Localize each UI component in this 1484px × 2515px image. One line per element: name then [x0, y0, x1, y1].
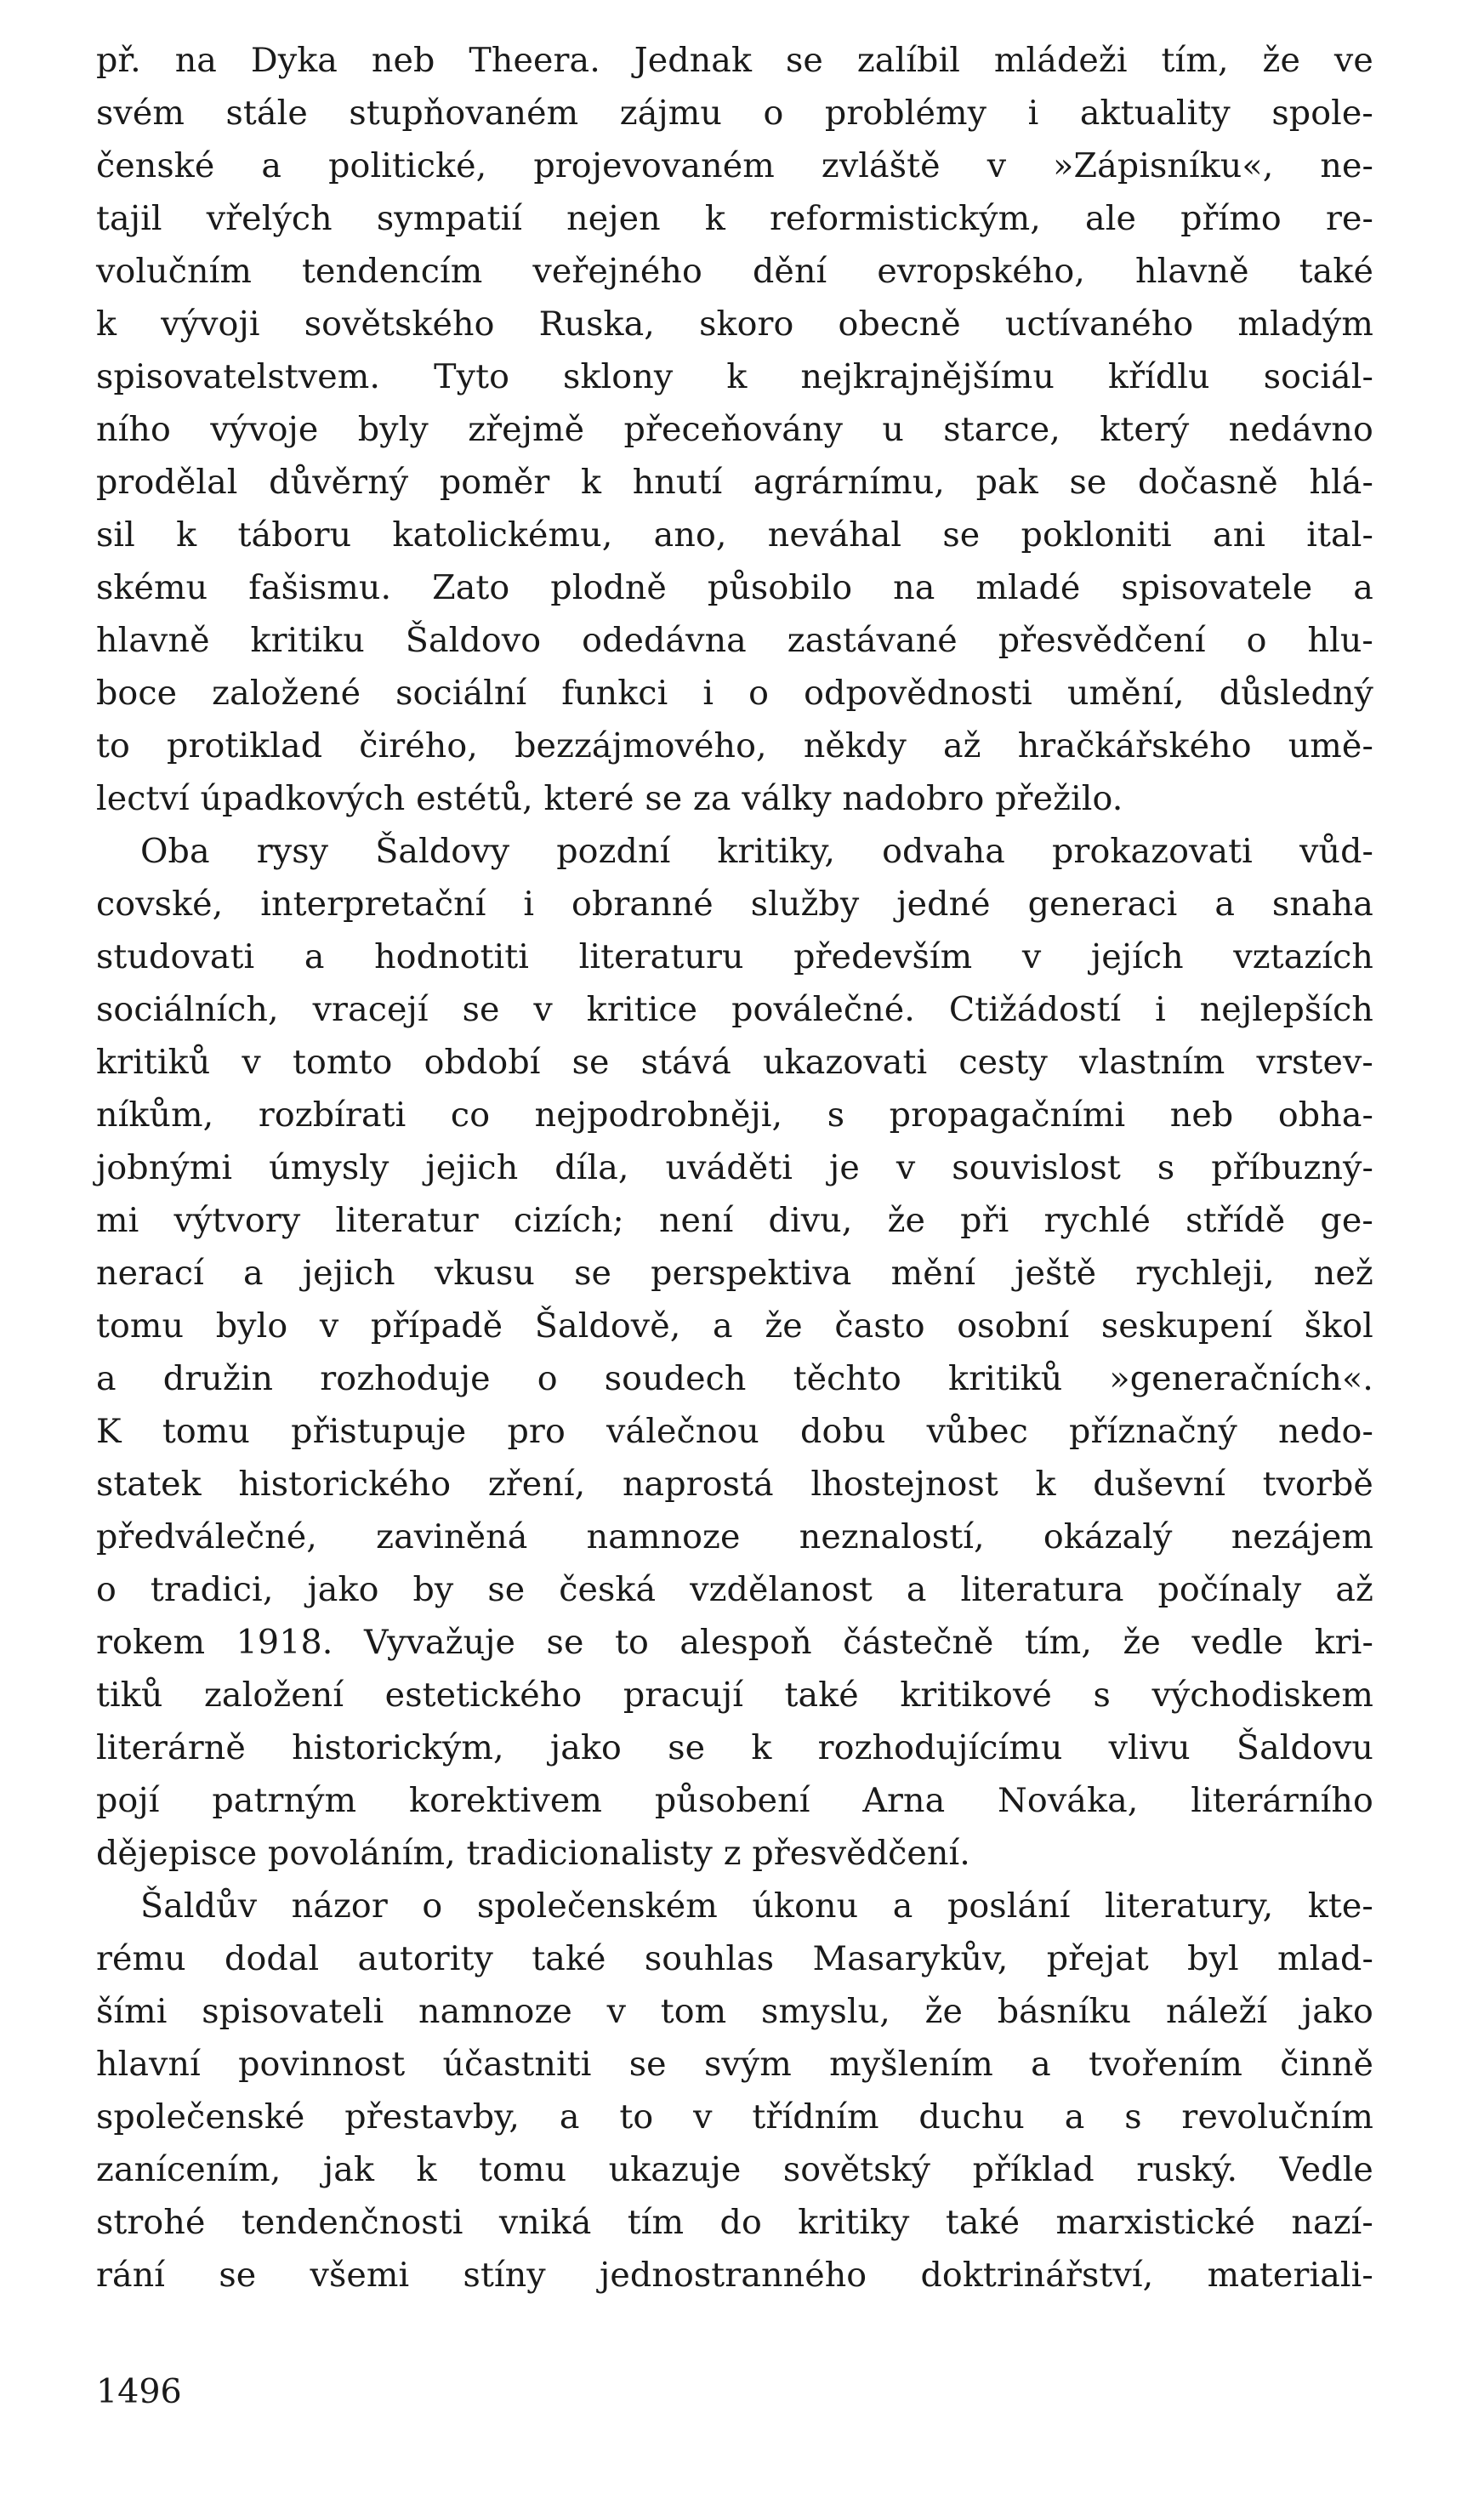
text-line: skému fašismu. Zato plodně působilo na mladé spisovatele a: [96, 568, 1373, 607]
text-line: rému dodal autority také souhlas Masarykův, přejat byl mlad-: [96, 1939, 1373, 1978]
text-line: hlavní povinnost účastniti se svým myšlením a tvořením činně: [96, 2045, 1373, 2084]
text-line: níkům, rozbírati co nejpodrobněji, s propagačními neb obha-: [96, 1095, 1373, 1135]
text-line-last: lectví úpadkových estétů, které se za války nadobro přežilo.: [96, 779, 1123, 818]
text-line: ního vývoje byly zřejmě přeceňovány u starce, který nedávno: [96, 410, 1373, 449]
text-line: a družin rozhoduje o soudech těchto kritiků »generačních«.: [96, 1359, 1373, 1398]
text-line: nerací a jejich vkusu se perspektiva mění ještě rychleji, než: [96, 1254, 1373, 1293]
text-line: společenské přestavby, a to v třídním duchu a s revolučním: [96, 2097, 1373, 2137]
text-line: šími spisovateli namnoze v tom smyslu, že básníku náleží jako: [96, 1992, 1373, 2031]
text-line: zanícením, jak k tomu ukazuje sovětský příklad ruský. Vedle: [96, 2150, 1373, 2189]
text-line-first: Oba rysy Šaldovy pozdní kritiky, odvaha prokazovati vůd-: [140, 832, 1373, 871]
text-line: předválečné, zaviněná namnoze neznalostí, okázalý nezájem: [96, 1517, 1373, 1556]
text-line: prodělal důvěrný poměr k hnutí agrárnímu, pak se dočasně hlá-: [96, 463, 1373, 502]
text-line: hlavně kritiku Šaldovo odedávna zastávané přesvědčení o hlu-: [96, 621, 1373, 660]
text-line: strohé tendenčnosti vniká tím do kritiky také marxistické nazí-: [96, 2203, 1373, 2242]
text-line: to protiklad čirého, bezzájmového, někdy až hračkářského umě-: [96, 726, 1373, 765]
text-line: k vývoji sovětského Ruska, skoro obecně uctívaného mladým: [96, 304, 1373, 344]
text-line: K tomu přistupuje pro válečnou dobu vůbec příznačný nedo-: [96, 1412, 1373, 1451]
text-line: kritiků v tomto období se stává ukazovati cesty vlastním vrstev-: [96, 1043, 1373, 1082]
text-line: o tradici, jako by se česká vzdělanost a literatura počínaly až: [96, 1570, 1373, 1609]
text-line: pojí patrným korektivem působení Arna Nováka, literárního: [96, 1781, 1373, 1820]
text-line: statek historického zření, naprostá lhostejnost k duševní tvorbě: [96, 1465, 1373, 1504]
text-line: tiků založení estetického pracují také kritikové s východiskem: [96, 1676, 1373, 1715]
text-line-last: dějepisce povoláním, tradicionalisty z přesvědčení.: [96, 1834, 970, 1873]
text-line: rokem 1918. Vyvažuje se to alespoň částečně tím, že vedle kri-: [96, 1623, 1373, 1662]
text-line: boce založené sociální funkci i o odpovědnosti umění, důsledný: [96, 674, 1373, 713]
text-line: tomu bylo v případě Šaldově, a že často osobní seskupení škol: [96, 1306, 1373, 1346]
text-line: př. na Dyka neb Theera. Jednak se zalíbil mládeži tím, že ve: [96, 41, 1373, 80]
text-line: literárně historickým, jako se k rozhodujícímu vlivu Šaldovu: [96, 1728, 1373, 1767]
text-line-first: Šaldův názor o společenském úkonu a poslání literatury, kte-: [140, 1886, 1373, 1926]
text-line: spisovatelstvem. Tyto sklony k nejkrajnějšímu křídlu sociál-: [96, 357, 1373, 396]
text-line: volučním tendencím veřejného dění evropského, hlavně také: [96, 252, 1373, 291]
page-number: 1496: [96, 2372, 182, 2411]
text-line: rání se všemi stíny jednostranného doktrinářství, materiali-: [96, 2256, 1373, 2295]
text-line: tajil vřelých sympatií nejen k reformistickým, ale přímo re-: [96, 199, 1373, 238]
text-line: studovati a hodnotiti literaturu především v jejích vztazích: [96, 937, 1373, 976]
text-line: svém stále stupňovaném zájmu o problémy i aktuality spole-: [96, 94, 1373, 133]
text-line: sociálních, vracejí se v kritice poválečné. Ctižádostí i nejlepších: [96, 990, 1373, 1029]
text-line: jobnými úmysly jejich díla, uváděti je v souvislost s příbuzný-: [96, 1148, 1373, 1187]
text-line: sil k táboru katolickému, ano, neváhal se pokloniti ani ital-: [96, 515, 1373, 555]
book-page: [96, 41, 1373, 2448]
text-line: covské, interpretační i obranné služby jedné generaci a snaha: [96, 885, 1373, 924]
text-line: čenské a politické, projevovaném zvláště v »Zápisníku«, ne-: [96, 146, 1373, 185]
text-line: mi výtvory literatur cizích; není divu, že při rychlé střídě ge-: [96, 1201, 1373, 1240]
